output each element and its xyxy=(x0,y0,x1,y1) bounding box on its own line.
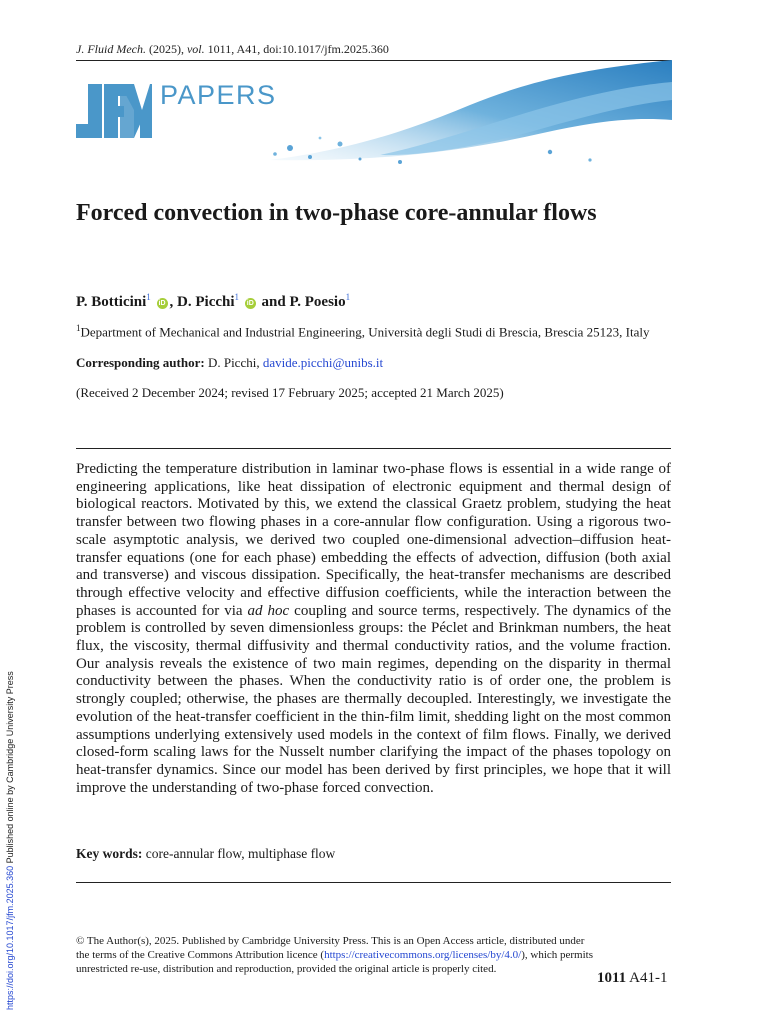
corresponding-name: D. Picchi, xyxy=(207,355,260,370)
orcid-icon[interactable]: iD xyxy=(246,300,254,307)
article-title: Forced convection in two-phase core-annular flows xyxy=(76,200,597,226)
published-online-text: Published online by Cambridge University Press xyxy=(5,671,15,864)
received-dates: (Received 2 December 2024; revised 17 February 2025; accepted 21 March 2025) xyxy=(76,385,504,400)
affiliation-marker: 1 xyxy=(234,292,240,302)
author-name[interactable]: P. Poesio xyxy=(289,294,346,310)
doi-link[interactable]: https://doi.org/10.1017/jfm.2025.360 xyxy=(5,865,15,1010)
affiliation-marker: 1 xyxy=(345,292,351,302)
license-link[interactable]: https://creativecommons.org/licenses/by/4.0/ xyxy=(324,949,522,961)
license-text-continued: ), which permits unrestricted re-use, distribution and reproduction, provided the original article is properly cited. xyxy=(76,949,594,975)
water-splash-image xyxy=(230,60,672,173)
article-page: A41-1 xyxy=(629,970,668,986)
abstract-text: Predicting the temperature distribution in laminar two-phase flows is essential in a wide range of engineering applications, like heat dissipation of electronic equipment and thermal design of biological reactors. Motivated by this, we extend the classical Graetz problem, studying the heat transfer between two flowing phases in a core-annular flow configuration. Using a rigorous two-scale asymptotic analysis, we derived two coupled one-dimensional advection–diffusion heat-transfer equations (one for each phase) embedding the effects of advection, diffusion (both axial and transverse) and viscous dissipation. Specifically, the heat-transfer mechanisms are described through effective velocity and effective diffusion coefficients, while the interaction between the phases is accounted for via xyxy=(76,461,671,619)
keywords-text: core-annular flow, multiphase flow xyxy=(145,846,336,861)
author-list: P. Botticini$^1$ iD , D. Picchi$^1$ iD and P. Poesio$^1$ xyxy=(76,292,351,310)
affiliation-text: Department of Mechanical and Industrial Engineering, Università degli Studi di Brescia, Brescia 25123, Italy xyxy=(80,324,650,340)
keywords xyxy=(76,846,335,862)
papers-label: PAPERS xyxy=(160,80,277,110)
journal-year: (2025), xyxy=(148,42,184,56)
author-name[interactable]: P. Botticini xyxy=(76,294,147,310)
keywords-label: Key words: xyxy=(76,846,143,861)
jfm-logo-mark xyxy=(76,80,152,142)
affiliation-marker: 1 xyxy=(146,292,151,302)
abstract-text-continued: coupling and source terms, respectively. The dynamics of the problem is controlled by seven dimensionless groups: the Péclet and Brinkman numbers, the heat flux, the viscosity, thermal diffusivity and thermal conductivity ratios, and the volume fraction. Our analysis reveals the existence of two main regimes, depending on the disparity in thermal conductivity between the phases. When the conductivity ratio is of order one, the problem is strongly coupled; otherwise, the phases are thermally decoupled. Interestingly, we investigate the evolution of the heat-transfer coefficient in the thin-film limit, shedding light on the most common assumptions underlying extensively used models in the context of film flows. Finally, we derived closed-form scaling laws for the Nusselt number clarifying the impact of the phases topology on heat-transfer dynamics. Since our model has been derived by first principles, we hope that it will improve the understanding of two-phase forced convection. xyxy=(76,602,671,796)
corresponding-author xyxy=(76,355,383,371)
journal-citation-line xyxy=(76,42,389,57)
abstract-top-divider xyxy=(76,448,671,449)
affiliation-number: 1 xyxy=(76,323,81,333)
corresponding-email-link[interactable]: davide.picchi@unibs.it xyxy=(262,355,384,370)
abstract xyxy=(76,461,671,797)
side-doi-banner xyxy=(5,671,15,1010)
author-name[interactable]: D. Picchi xyxy=(177,294,235,310)
volume-label: vol. xyxy=(186,42,205,56)
page-number xyxy=(597,970,667,987)
corresponding-label: Corresponding author: xyxy=(76,355,205,370)
journal-name: J. Fluid Mech. xyxy=(76,42,146,56)
abstract-italic: ad hoc xyxy=(247,602,290,619)
orcid-icon[interactable]: iD xyxy=(158,300,166,307)
citation-info: 1011, A41, doi:10.1017/jfm.2025.360 xyxy=(207,42,389,56)
license-notice xyxy=(76,934,596,976)
affiliation xyxy=(76,320,671,340)
volume-number: 1011 xyxy=(597,970,627,986)
abstract-bottom-divider xyxy=(76,882,671,883)
license-text: © The Author(s), 2025. Published by Cambridge University Press. This is an Open Access article, distributed under the terms of the Creative Commons Attribution licence ( xyxy=(76,935,585,961)
author-conjunction: and xyxy=(261,294,286,310)
